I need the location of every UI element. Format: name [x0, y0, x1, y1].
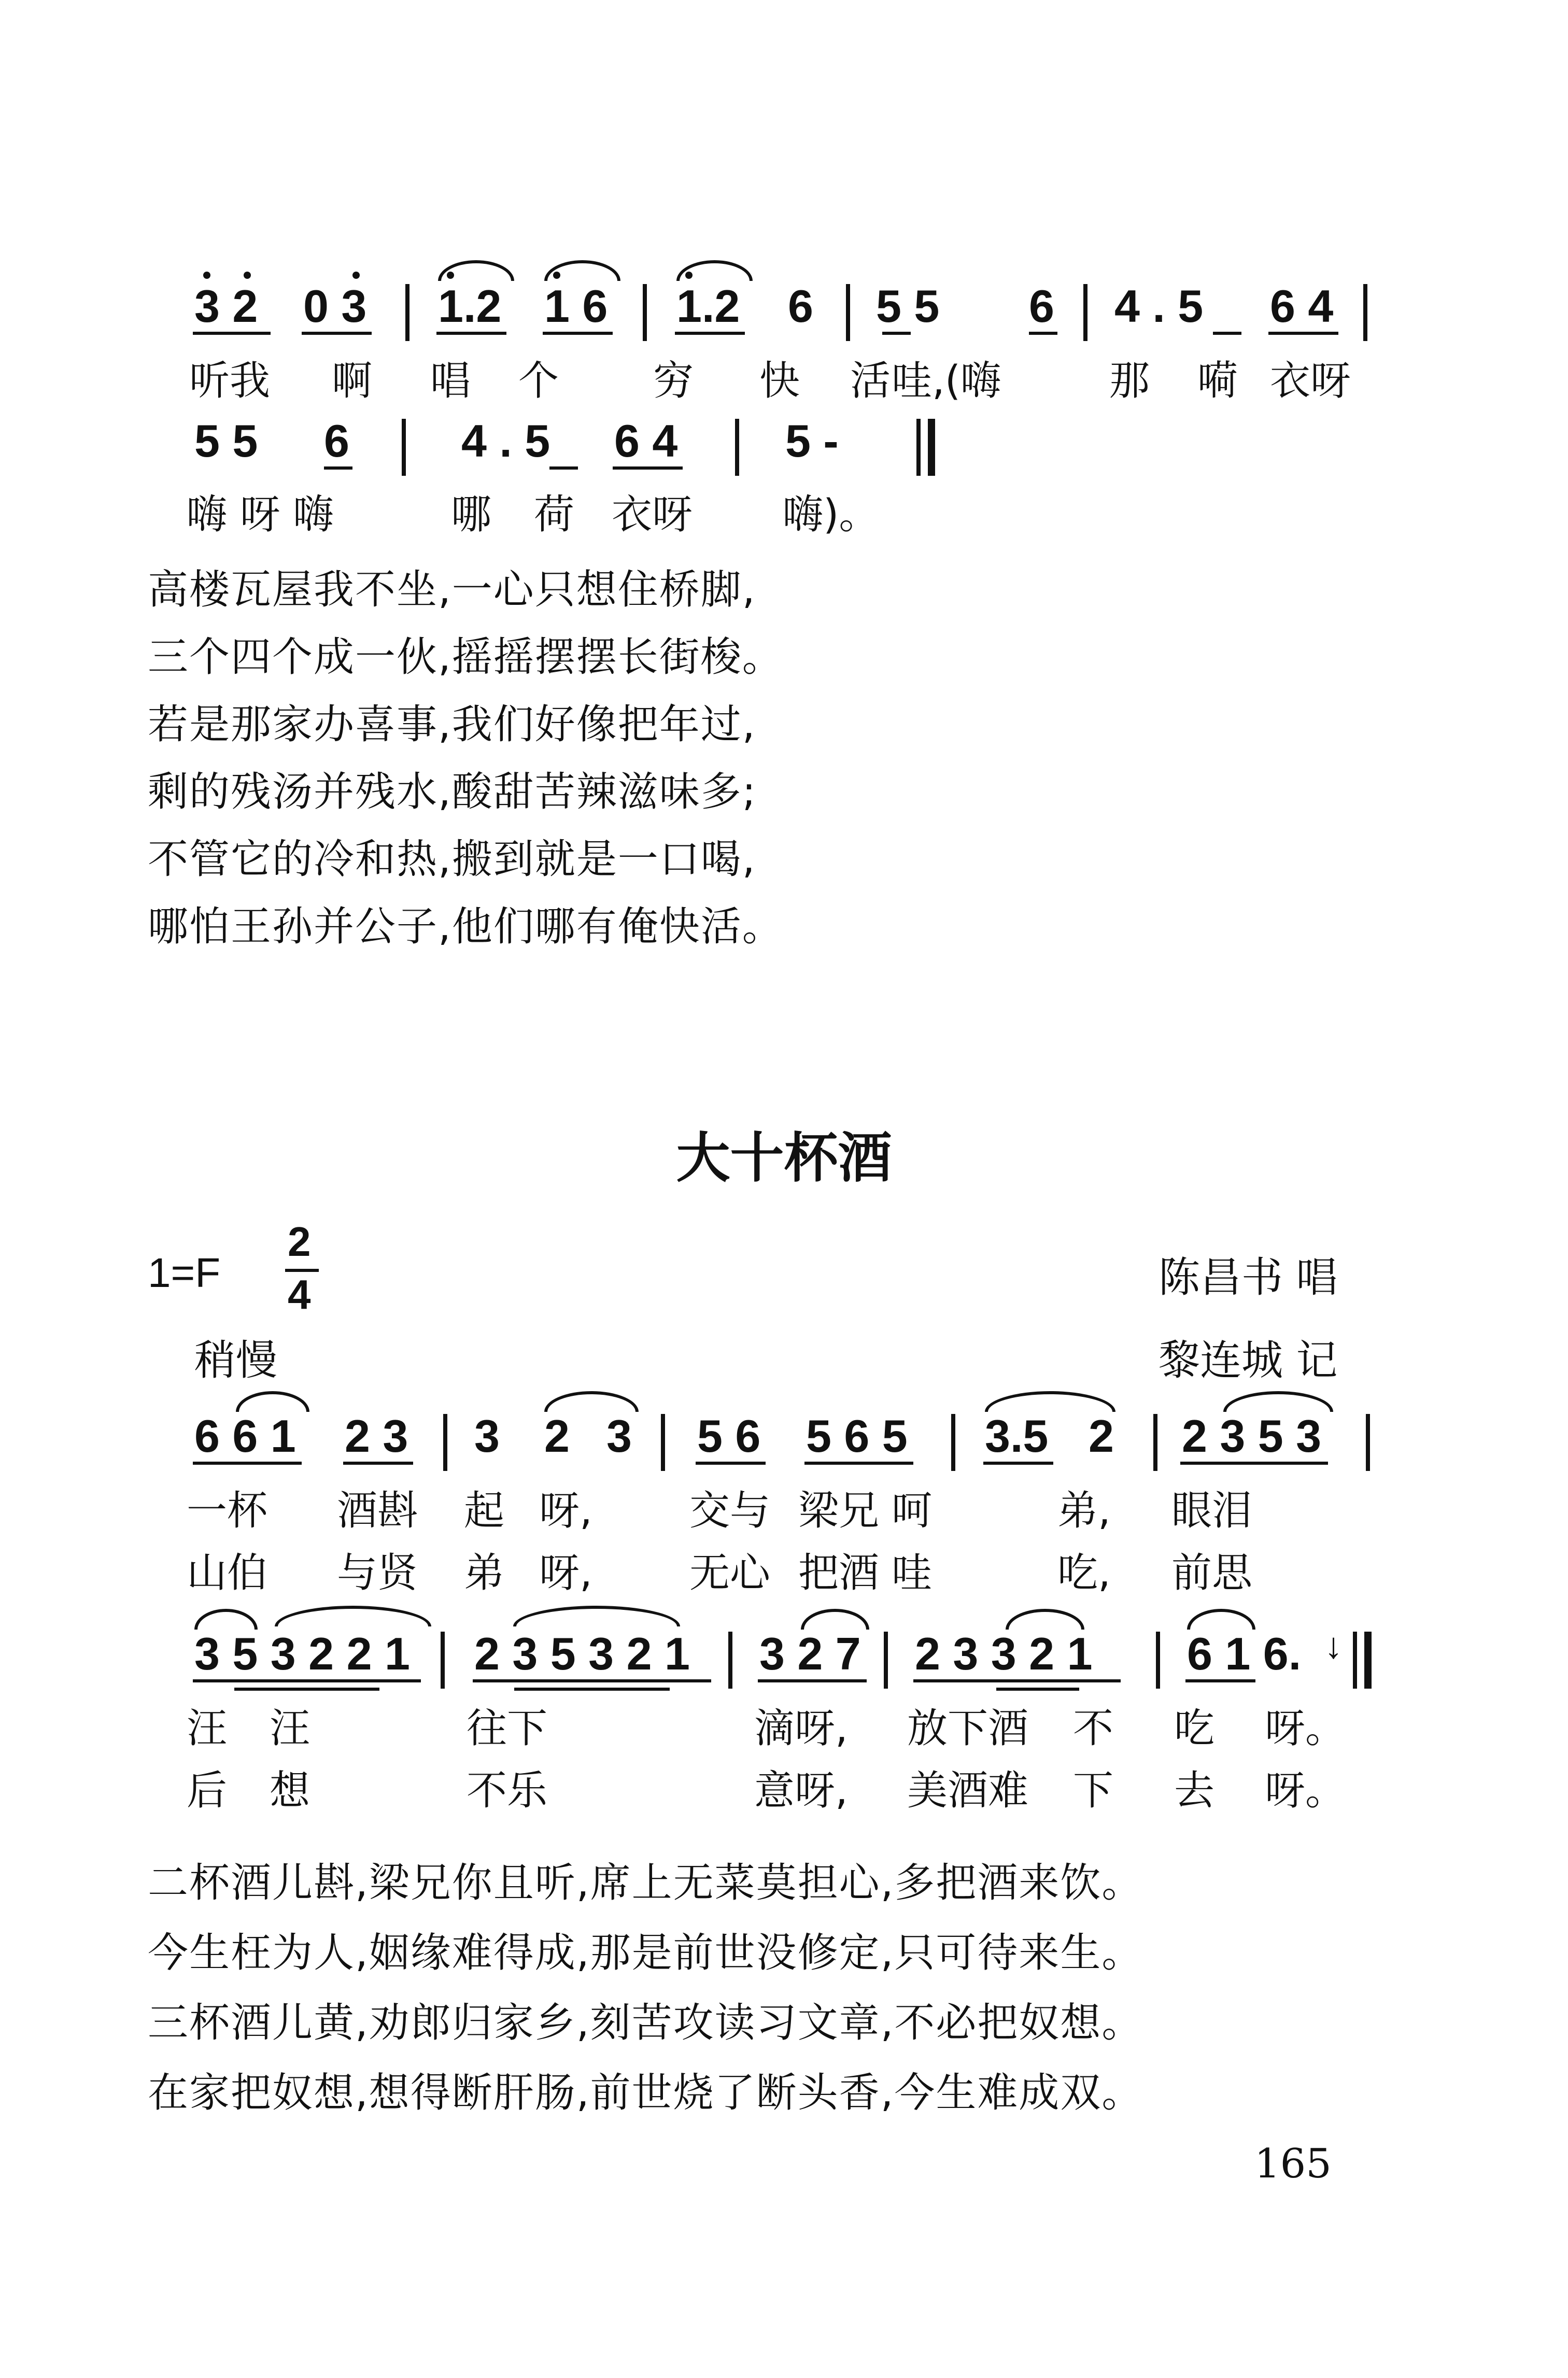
slur [544, 260, 620, 281]
underline [473, 1679, 711, 1682]
slur [1006, 1609, 1084, 1630]
song1-verse: 剩的残汤并残水,酸甜苦辣滋味多; [148, 769, 757, 815]
underline [758, 1679, 867, 1682]
lyric: 衣呀 [612, 491, 693, 538]
note-group: 6 1 6. [1187, 1628, 1302, 1679]
note-group: 6 6 1 [194, 1410, 296, 1462]
key-signature: 1=F [148, 1250, 221, 1296]
underline [193, 1462, 302, 1465]
lyric: 想 [270, 1767, 310, 1814]
underline [549, 466, 578, 470]
bar-line [735, 419, 739, 476]
note-group: 0 3 [303, 280, 367, 332]
note-group: 1.2 [676, 280, 740, 332]
lyric: 嗨)。 [783, 491, 880, 538]
slur [194, 1609, 258, 1630]
note-group: 6 4 [1270, 280, 1334, 332]
note-group: 6 [788, 280, 813, 332]
slur [1223, 1391, 1333, 1412]
song1-verse: 哪怕王孙并公子,他们哪有俺快活。 [148, 903, 784, 950]
song-title: 大十杯酒 [676, 1126, 892, 1190]
underline [983, 1462, 1053, 1465]
bar-line [1363, 284, 1367, 341]
note-group: 3 5 3 2 2 1 [194, 1628, 410, 1679]
octave-dot [203, 272, 210, 279]
song2-verse: 三杯酒儿黄,劝郎归家乡,刻苦攻读习文章,不必把奴想。 [148, 2000, 1143, 2046]
lyric: 穷 [653, 358, 694, 404]
song1-verse: 若是那家办喜事,我们好像把年过, [148, 701, 756, 748]
underline [543, 332, 613, 335]
lyric: 放下酒 [907, 1705, 1029, 1752]
lyric: 与贤 [337, 1550, 418, 1596]
page-number: 165 [1254, 2141, 1332, 2187]
note-group: 1 6 [544, 280, 608, 332]
note-group: 5 5 [194, 415, 258, 466]
note-group: 4 . 5 [1114, 280, 1204, 332]
note-group: 5 5 [876, 280, 940, 332]
underline [324, 466, 352, 470]
slur [438, 260, 514, 281]
underline [234, 1688, 379, 1691]
lyric: 活 [850, 358, 891, 404]
slur [985, 1391, 1115, 1412]
note-group: 6 4 [614, 415, 678, 466]
song2-verse: 今生枉为人,姻缘难得成,那是前世没修定,只可待来生。 [148, 1930, 1143, 1976]
lyric: 弟 [464, 1550, 505, 1596]
lyric: 下 [1073, 1767, 1114, 1814]
slur [513, 1606, 680, 1626]
bar-line [1153, 1414, 1157, 1471]
lyric: 呀, [539, 1488, 592, 1534]
lyric: 汪 [270, 1705, 310, 1752]
lyric: 一杯 [187, 1488, 268, 1534]
bar-line [443, 1414, 447, 1471]
song2-verse: 在家把奴想,想得断肝肠,前世烧了断头香,今生难成双。 [148, 2070, 1143, 2116]
lyric: 意呀, [754, 1767, 848, 1814]
underline [193, 332, 271, 335]
song2-verse: 二杯酒儿斟,梁兄你且听,席上无菜莫担心,多把酒来饮。 [148, 1860, 1143, 1906]
note-group: 5 - [785, 415, 839, 466]
lyric: 快 [759, 358, 800, 404]
final-bar-thick [1364, 1632, 1372, 1689]
underline [613, 466, 683, 470]
lyric: 把酒 [798, 1550, 880, 1596]
bar-line [643, 284, 647, 341]
lyric: 滴呀, [754, 1705, 848, 1752]
underline [1185, 1679, 1255, 1682]
lyric: 嗬 [1197, 358, 1238, 404]
song1-verse: 不管它的冷和热,搬到就是一口喝, [148, 836, 756, 883]
underline [804, 1462, 913, 1465]
lyric: 往下 [467, 1705, 548, 1752]
underline [343, 1462, 413, 1465]
underline [1029, 332, 1057, 335]
lyric: 荷 [534, 491, 575, 538]
underline [1180, 1462, 1328, 1465]
slur [544, 1391, 639, 1412]
note-group: 2 [1089, 1410, 1114, 1462]
lyric: 呀。 [1265, 1705, 1346, 1752]
time-sig-bottom: 4 [288, 1271, 311, 1318]
note-group: 2 3 [345, 1410, 408, 1462]
lyric: 山伯 [187, 1550, 268, 1596]
lyric: 哇,(嗨 [892, 358, 1001, 404]
lyric: 梁兄 [798, 1488, 880, 1534]
lyric: 去 [1174, 1767, 1215, 1814]
lyric: 呀。 [1265, 1767, 1346, 1814]
final-bar-thick [928, 419, 935, 476]
octave-dot [244, 272, 251, 279]
note-group: 2 3 3 2 1 [915, 1628, 1093, 1679]
underline [996, 1688, 1079, 1691]
slur [801, 1609, 869, 1630]
lyric: 嗨 呀 嗨 [187, 491, 334, 538]
note-group: 6 [324, 415, 349, 466]
lyric: 美酒难 [907, 1767, 1029, 1814]
lyric: 眼泪 [1171, 1488, 1253, 1534]
singer-credit: 陈昌书 唱 [1159, 1253, 1338, 1301]
lyric: 那 [1109, 358, 1150, 404]
lyric: 哇 [892, 1550, 933, 1596]
bar-line [1083, 284, 1087, 341]
lyric: 交与 [689, 1488, 771, 1534]
note-group: 3 [474, 1410, 500, 1462]
underline [882, 332, 911, 335]
lyric: 酒斟 [337, 1488, 418, 1534]
lyric: 衣呀 [1270, 358, 1351, 404]
lyric: 后 [187, 1767, 228, 1814]
note-group: 6 [1029, 280, 1054, 332]
lyric: 起 [464, 1488, 505, 1534]
underline [436, 332, 506, 335]
lyric: 汪 [187, 1705, 228, 1752]
lyric: 听我 [189, 358, 271, 404]
slur [676, 260, 753, 281]
bar-line [1156, 1632, 1160, 1689]
lyric: 不乐 [467, 1767, 548, 1814]
lyric: 呵 [892, 1488, 933, 1534]
lyric: 哪 [451, 491, 492, 538]
breath-mark: ↓ [1324, 1625, 1343, 1666]
lyric: 唱 [430, 358, 471, 404]
tempo-marking: 稍慢 [194, 1336, 277, 1384]
underline [913, 1679, 1121, 1682]
bar-line [441, 1632, 445, 1689]
lyric: 无心 [689, 1550, 771, 1596]
lyric: 个 [518, 358, 559, 404]
lyric: 啊 [332, 358, 373, 404]
underline [302, 332, 372, 335]
final-bar-thin [916, 419, 921, 476]
bar-line [951, 1414, 955, 1471]
lyric: 吃, [1057, 1550, 1111, 1596]
bar-line [884, 1632, 888, 1689]
note-group: 3 2 7 [759, 1628, 861, 1679]
time-sig-top: 2 [288, 1219, 311, 1265]
lyric: 不 [1073, 1705, 1114, 1752]
octave-dot [352, 272, 360, 279]
note-group: 5 6 5 [806, 1410, 908, 1462]
underline [1268, 332, 1338, 335]
underline [1213, 332, 1241, 335]
slur [275, 1606, 431, 1626]
song1-verse: 高楼瓦屋我不坐,一心只想住桥脚, [148, 567, 756, 613]
lyric: 弟, [1057, 1488, 1111, 1534]
lyric: 呀, [539, 1550, 592, 1596]
slur [1187, 1609, 1255, 1630]
bar-line [405, 284, 409, 341]
note-group: 3 [606, 1410, 632, 1462]
underline [193, 1679, 421, 1682]
note-group: 3 2 [194, 280, 258, 332]
note-group: 2 3 5 3 [1182, 1410, 1322, 1462]
bar-line [661, 1414, 665, 1471]
slur [236, 1391, 309, 1412]
underline [696, 1462, 766, 1465]
bar-line [846, 284, 850, 341]
song1-verse: 三个四个成一伙,摇摇摆摆长街梭。 [148, 634, 784, 681]
lyric: 吃 [1174, 1705, 1215, 1752]
bar-line [1366, 1414, 1370, 1471]
note-group: 1.2 [438, 280, 502, 332]
recorder-credit: 黎连城 记 [1159, 1336, 1338, 1384]
note-group: 4 . 5 [461, 415, 550, 466]
note-group: 5 6 [697, 1410, 761, 1462]
note-group: 3.5 [985, 1410, 1049, 1462]
note-group: 2 3 5 3 2 1 [474, 1628, 690, 1679]
note-group: 2 [544, 1410, 570, 1462]
lyric: 前思 [1171, 1550, 1253, 1596]
final-bar-thin [1353, 1632, 1357, 1689]
bar-line [728, 1632, 732, 1689]
bar-line [402, 419, 406, 476]
underline [514, 1688, 670, 1691]
underline [675, 332, 745, 335]
